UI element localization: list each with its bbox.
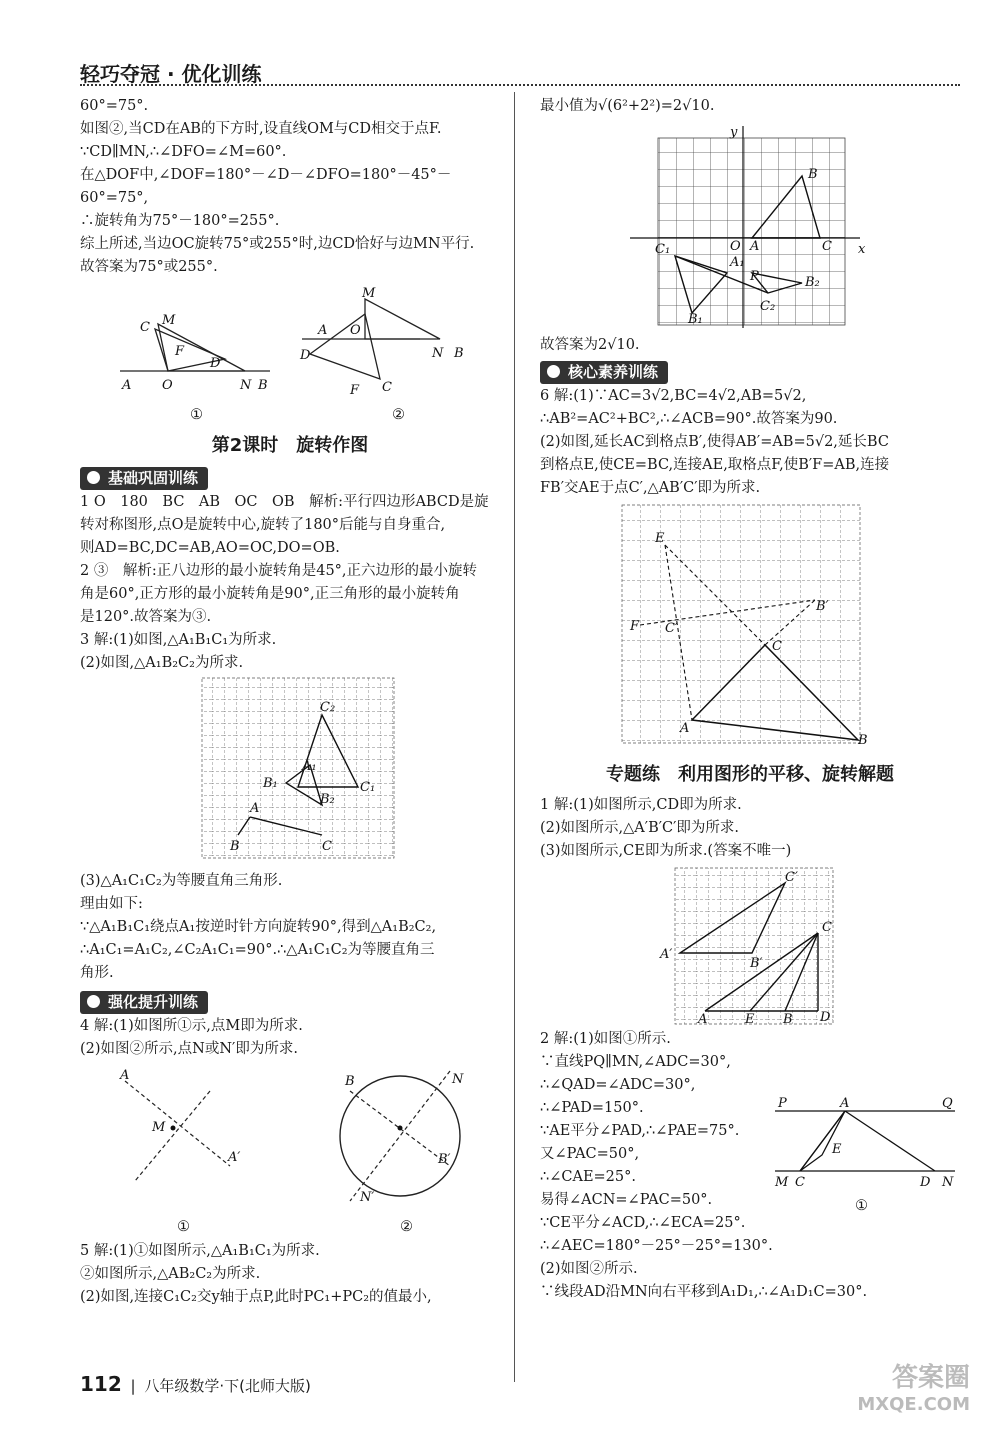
svg-text:F: F (350, 383, 360, 398)
svg-text:F: F (630, 619, 640, 634)
text-line: 2 ③ 解析:正八边形的最小旋转角是45°,正六边形的最小旋转 (80, 563, 478, 579)
section-basic-badge: 基础巩固训练 (80, 467, 208, 490)
text-line: 则AD=BC,DC=AB,AO=OC,DO=OB. (80, 540, 340, 556)
text-line: 在△DOF中,∠DOF=180°－∠D－∠DFO=180°－45°－ (80, 167, 452, 183)
text-line: (2)如图,△A₁B₂C₂为所求. (80, 655, 244, 671)
svg-text:A: A (122, 378, 132, 393)
svg-text:A: A (120, 1068, 130, 1083)
q4-figures (80, 1061, 500, 1216)
text-line: 3 解:(1)如图,△A₁B₁C₁为所求. (80, 632, 277, 648)
svg-text:M: M (162, 313, 176, 328)
svg-text:M: M (775, 1175, 789, 1190)
svg-text:P: P (750, 269, 759, 284)
watermark-bottom: MXQE.COM (857, 1394, 970, 1415)
section-core-badge: 核心素养训练 (540, 361, 668, 384)
svg-text:A: A (318, 323, 328, 338)
text-line: 如图②,当CD在AB的下方时,设直线OM与CD相交于点F. (80, 121, 442, 137)
text-line: ∵直线PQ∥MN,∠ADC=30°, (540, 1054, 731, 1070)
svg-text:N: N (240, 378, 252, 393)
text-line: ∴旋转角为75°－180°=255°. (80, 213, 280, 229)
svg-text:D: D (820, 1010, 831, 1025)
page-number: 112 (80, 1372, 122, 1396)
svg-text:B: B (258, 378, 268, 393)
text-line: 是120°.故答案为③. (80, 609, 212, 625)
svg-text:M: M (152, 1120, 166, 1135)
grid-figure-q6 (540, 500, 960, 745)
svg-text:D: D (210, 356, 221, 371)
right-text-c (540, 794, 960, 863)
page-header (80, 52, 960, 90)
svg-text:B: B (858, 733, 868, 745)
text-line: ②如图所示,△AB₂C₂为所求. (80, 1266, 261, 1282)
text-line: FB′交AE于点C′,△AB′C′即为所求. (540, 480, 761, 496)
text-line: ∴∠AEC=180°－25°－25°=130°. (540, 1238, 773, 1254)
watermark-top: 答案圈 (891, 1363, 970, 1393)
text-line: 6 解:(1)∵AC=3√2,BC=4√2,AB=5√2, (540, 388, 807, 404)
svg-text:B′: B′ (438, 1152, 451, 1167)
svg-text:C: C (772, 639, 782, 654)
svg-text:A: A (250, 801, 260, 816)
svg-text:D: D (300, 348, 311, 363)
svg-text:Q: Q (942, 1096, 953, 1111)
text-line: ∴∠CAE=25°. (540, 1169, 636, 1185)
svg-text:B: B (783, 1012, 793, 1027)
svg-text:x: x (858, 242, 866, 257)
fig1-number: ① (190, 407, 203, 423)
brand-logo: 轻巧夺冠 · 优化训练 (80, 62, 262, 86)
coordinate-grid-figure (540, 118, 960, 328)
svg-text:A: A (840, 1096, 850, 1111)
svg-text:B: B (454, 346, 464, 361)
svg-text:A: A (680, 721, 690, 736)
svg-text:O: O (730, 239, 741, 254)
text-line: 综上所述,当边OC旋转75°或255°时,边CD恰好与边MN平行. (80, 236, 475, 252)
left-text-b (80, 491, 500, 675)
text-line: (2)如图②所示,点N或N′即为所求. (80, 1041, 298, 1057)
text-line: 易得∠ACN=∠PAC=50°. (540, 1192, 713, 1208)
text-line: 最小值为√(6²+2²)=2√10. (540, 98, 715, 114)
text-line: 转对称图形,点O是旋转中心,旋转了180°后能与自身重合, (80, 517, 446, 533)
svg-text:E: E (832, 1142, 842, 1157)
svg-text:C: C (795, 1175, 805, 1190)
svg-text:E: E (745, 1012, 755, 1027)
svg-text:C₂: C₂ (320, 700, 336, 715)
svg-text:B′: B′ (816, 599, 829, 614)
svg-text:A: A (750, 239, 760, 254)
book-title: 八年级数学·下(北师大版) (144, 1377, 311, 1395)
svg-text:C: C (822, 920, 832, 935)
svg-text:C: C (322, 839, 332, 854)
left-column (80, 95, 500, 1309)
svg-text:C: C (382, 380, 392, 395)
text-line: ∵CD∥MN,∴∠DFO=∠M=60°. (80, 144, 287, 160)
q5-answer: 故答案为2√10. (540, 337, 640, 353)
q4-fig1-number: ① (177, 1219, 190, 1235)
text-line: 60°=75°. (80, 98, 149, 114)
svg-text:B₂: B₂ (320, 792, 335, 807)
text-line: (3)如图所示,CE即为所求.(答案不唯一) (540, 843, 792, 859)
svg-text:P: P (778, 1096, 787, 1111)
text-line: 角形. (80, 965, 114, 981)
text-line: 5 解:(1)①如图所示,△A₁B₁C₁为所求. (80, 1243, 320, 1259)
svg-text:C: C (822, 239, 832, 254)
left-text-d (80, 1015, 500, 1061)
svg-text:N: N (942, 1175, 954, 1190)
text-line: ∴∠QAD=∠ADC=30°, (540, 1077, 696, 1093)
svg-text:C′: C′ (665, 621, 678, 636)
text-line: (2)如图,延长AC到格点B′,使得AB′=AB=5√2,延长BC (540, 434, 889, 450)
text-line: (2)如图,连接C₁C₂交y轴于点P,此时PC₁+PC₂的值最小, (80, 1289, 432, 1305)
svg-text:C₂: C₂ (760, 299, 776, 314)
text-line: 1 O 180 BC AB OC OB 解析:平行四边形ABCD是旋 (80, 494, 489, 510)
column-divider (514, 92, 515, 1382)
svg-text:O: O (350, 323, 361, 338)
svg-text:O: O (162, 378, 173, 393)
text-line: 又∠PAC=50°, (540, 1146, 640, 1162)
section-strong-badge: 强化提升训练 (80, 991, 208, 1014)
text-line: 角是60°,正方形的最小旋转角是90°,正三角形的最小旋转角 (80, 586, 460, 602)
svg-text:N′: N′ (360, 1190, 375, 1205)
svg-text:B′: B′ (750, 956, 763, 971)
watermark (857, 1357, 970, 1415)
svg-text:A₁: A₁ (730, 255, 745, 270)
left-text-e (80, 1240, 500, 1309)
grid-figure-topic1 (540, 863, 960, 1028)
svg-text:B₁: B₁ (688, 312, 703, 327)
topic-title: 专题练 利用图形的平移、旋转解题 (606, 764, 894, 785)
svg-text:y: y (730, 125, 738, 140)
text-line: ∵CE平分∠ACD,∴∠ECA=25°. (540, 1215, 746, 1231)
right-text-a (540, 95, 960, 118)
svg-text:A′: A′ (660, 947, 673, 962)
svg-text:F: F (175, 344, 185, 359)
svg-text:B: B (230, 839, 240, 854)
svg-text:E: E (655, 531, 665, 546)
fig2-number: ② (392, 407, 405, 423)
left-text-c (80, 870, 500, 985)
right-text-b (540, 385, 960, 500)
page-footer: 112 | 八年级数学·下(北师大版) (80, 1372, 311, 1396)
svg-text:B: B (345, 1074, 355, 1089)
text-line: 4 解:(1)如图所①示,点M即为所求. (80, 1018, 303, 1034)
svg-text:C: C (140, 320, 150, 335)
svg-text:N: N (452, 1072, 464, 1087)
svg-text:A: A (698, 1012, 708, 1027)
text-line: 到格点E,使CE=BC,连接AE,取格点F,使B′F=AB,连接 (540, 457, 890, 473)
text-line: (2)如图所示,△A′B′C′即为所求. (540, 820, 740, 836)
text-line: 1 解:(1)如图所示,CD即为所求. (540, 797, 742, 813)
q4-fig2-number: ② (400, 1219, 413, 1235)
text-line: ∵线段AD沿MN向右平移到A₁D₁,∴∠A₁D₁C=30°. (540, 1284, 868, 1300)
lesson-title: 第2课时 旋转作图 (211, 435, 369, 456)
text-line: ∴∠PAD=150°. (540, 1100, 644, 1116)
text-line: ∵△A₁B₁C₁绕点A₁按逆时针方向旋转90°,得到△A₁B₂C₂, (80, 919, 437, 935)
svg-text:A₁: A₁ (302, 759, 317, 774)
text-line: 2 解:(1)如图①所示. (540, 1031, 671, 1047)
svg-text:B₂: B₂ (805, 275, 820, 290)
pq-fig-number: ① (855, 1198, 868, 1214)
text-line: 理由如下: (80, 896, 143, 912)
grid-figure-q3 (80, 675, 500, 870)
right-column (540, 95, 960, 1304)
svg-text:B: B (808, 167, 818, 182)
rotation-figures (80, 279, 500, 404)
text-line: (3)△A₁C₁C₂为等腰直角三角形. (80, 873, 283, 889)
text-line: (2)如图②所示. (540, 1261, 638, 1277)
svg-text:D: D (920, 1175, 931, 1190)
svg-text:M: M (362, 286, 376, 301)
header-rule (80, 84, 960, 86)
svg-text:N: N (432, 346, 444, 361)
svg-text:C₁: C₁ (655, 242, 671, 257)
text-line: ∵AE平分∠PAD,∴∠PAE=75°. (540, 1123, 740, 1139)
fig1-labels (121, 286, 464, 398)
svg-text:C₁: C₁ (360, 780, 376, 795)
svg-text:A′: A′ (228, 1150, 241, 1165)
text-line: ∴AB²=AC²+BC²,∴∠ACB=90°.故答案为90. (540, 411, 838, 427)
text-line: 60°=75°, (80, 190, 149, 206)
left-text-a (80, 95, 500, 279)
svg-text:C′: C′ (785, 870, 798, 885)
text-line: 故答案为75°或255°. (80, 259, 218, 275)
svg-text:B₁: B₁ (263, 776, 278, 791)
text-line: ∴A₁C₁=A₁C₂,∠C₂A₁C₁=90°.∴△A₁C₁C₂为等腰直角三 (80, 942, 435, 958)
